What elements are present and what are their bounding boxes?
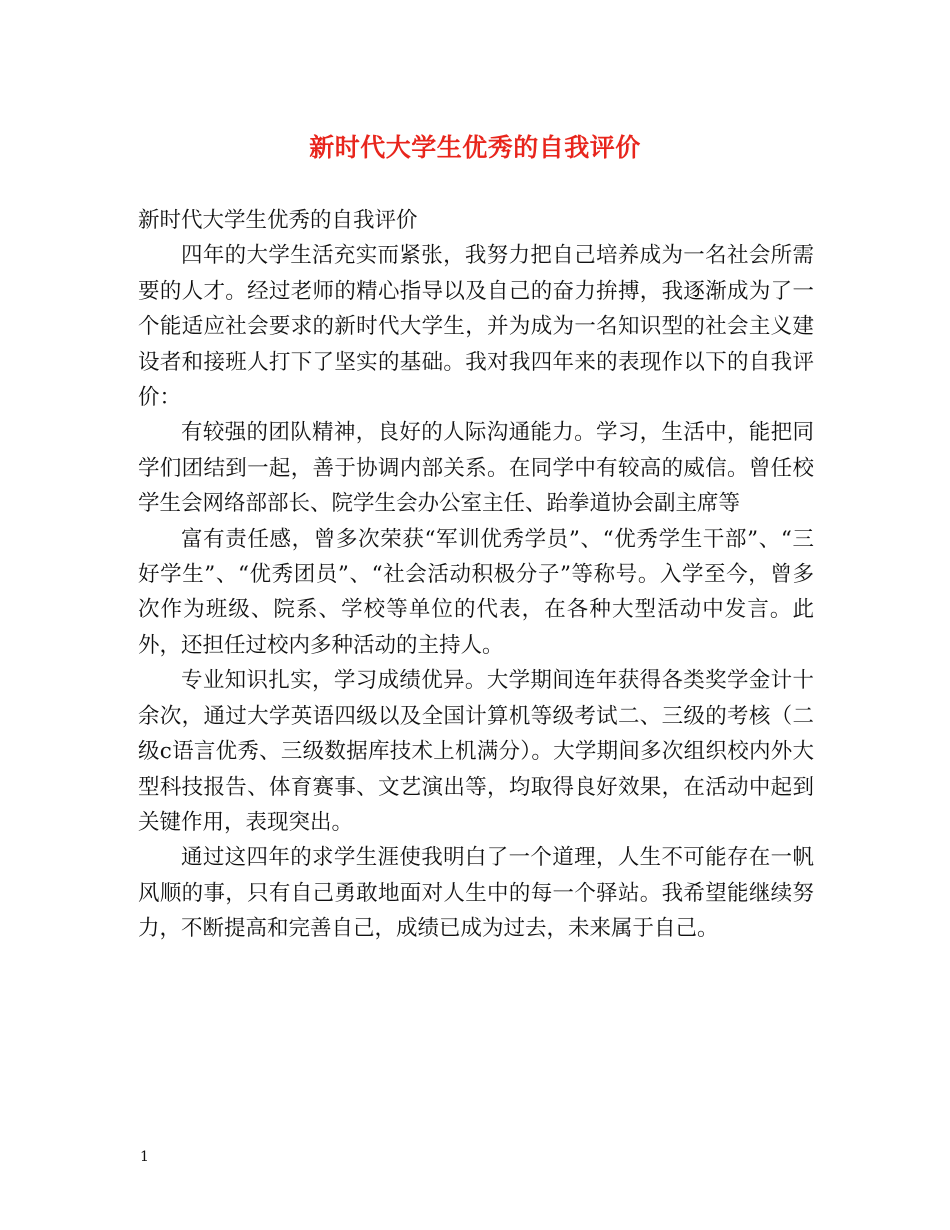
document-body — [138, 203, 814, 947]
body-paragraph: 通过这四年的求学生涯使我明白了一个道理，人生不可能存在一帆风顺的事，只有自己勇敢地面对人生中的每一个驿站。我希望能继续努力，不断提高和完善自己，成绩已成为过去，未来属于自己。 — [138, 845, 814, 942]
body-paragraph: 专业知识扎实，学习成绩优异。大学期间连年获得各类奖学金计十余次，通过大学英语四级以及全国计算机等级考试二、三级的考核（二级c语言优秀、三级数据库技术上机满分）。大学期间多次组织校内外大型科技报告、体育赛事、文艺演出等，均取得良好效果，在活动中起到关键作用，表现突出。 — [138, 668, 814, 835]
body-paragraph: 富有责任感，曾多次荣获“军训优秀学员”、“优秀学生干部”、“三好学生”、“优秀团员”、“社会活动积极分子”等称号。入学至今，曾多次作为班级、院系、学校等单位的代表，在各种大型活动中发言。此外，还担任过校内多种活动的主持人。 — [138, 526, 814, 658]
body-paragraph: 四年的大学生活充实而紧张，我努力把自己培养成为一名社会所需要的人才。经过老师的精心指导以及自己的奋力拚搏，我逐渐成为了一个能适应社会要求的新时代大学生，并为成为一名知识型的社会主义建设者和接班人打下了坚实的基础。我对我四年来的表现作以下的自我评价： — [138, 243, 814, 411]
document-title: 新时代大学生优秀的自我评价 — [309, 133, 641, 162]
document-subtitle: 新时代大学生优秀的自我评价 — [138, 208, 418, 233]
page-number: 1 — [140, 1149, 149, 1165]
body-paragraph: 有较强的团队精神，良好的人际沟通能力。学习，生活中，能把同学们团结到一起，善于协调内部关系。在同学中有较高的威信。曾任校学生会网络部部长、院学生会办公室主任、跆拳道协会副主席等 — [138, 420, 814, 517]
